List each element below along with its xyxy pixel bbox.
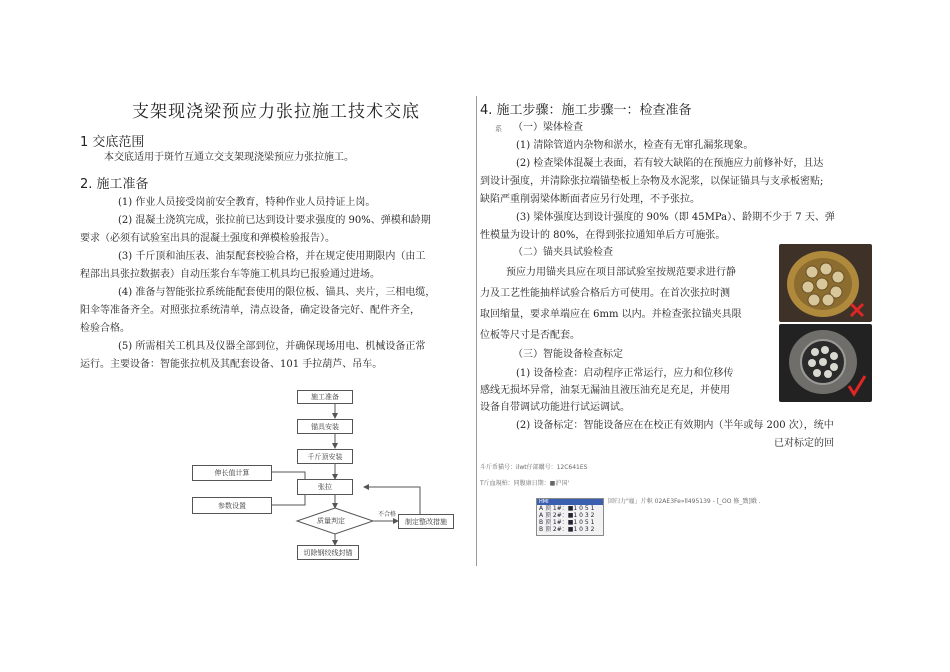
flow-step-anchor-install: 锚具安装 [297,419,353,434]
flow-step-cut-strand: 切除钢绞线封锚 [297,545,359,560]
hmi-title: HMI [537,499,603,505]
hmi-row: A 顶 1#：■1 0 5 1 [539,505,595,512]
beam-item-1: (1) 清除管道内杂物和淤水，检查有无窜孔漏浆现象。 [516,140,754,151]
section-1-heading: 1 交底范围 [80,135,145,150]
flow-step-jack-install: 千斤顶安装 [297,449,353,464]
device-item-1-line2: 感线无损坏异常，油泵无漏油且液压油充足充足，并使用 [480,385,730,396]
form-line-2: T斤血規柏：同腹康日期：■沪国' [480,480,569,487]
section-1-text: 本交底适用于斑竹互通立交支架现浇梁预应力张拉施工。 [104,152,354,163]
sub-heading-beam: （一）梁体检查 [513,122,583,133]
beam-item-2-line1: (2) 检查梁体混凝土表面，若有较大缺陷的在预施应力前修补好，且达 [516,158,824,169]
prep-item-3-line1: (3) 千斤顶和油压表、油泵配套校验合格，并在规定使用期限内（由工 [118,251,426,262]
beam-item-3-line1: (3) 梁体强度达到设计强度的 90%（即 45MPa）、龄期不少于 7 天、弹 [516,212,835,223]
flow-side-elongation-calc: 伸长值计算 [192,465,272,481]
sub-heading-device: （三）智能设备检查标定 [513,349,623,360]
device-item-1-line1: (1) 设备检查：启动程序正常运行，应力和位移传 [516,368,734,379]
flow-side-parameter-setup: 参数设置 [192,497,272,514]
flow-step-tension: 张拉 [297,479,353,495]
hmi-panel [536,498,604,536]
prep-item-4-line1: (4) 准备与智能张拉系统能配套使用的限位板、锚具、夹片，三相电缆， [118,287,436,298]
anchor-text-1: 预应力用锚夹具应在项目部试验室按规范要求进行静 [506,267,736,278]
device-item-1-line3: 设备自带调试功能进行试运调试。 [480,402,630,413]
step-heading: 4. 施工步骤：施工步骤一：检查准备 [480,103,692,118]
prep-item-5-line1: (5) 所需相关工机具及仪器全部到位，并确保现场用电、机械设备正常 [118,341,426,352]
prep-item-4-line3: 检验合格。 [80,323,130,334]
column-divider [476,96,477,566]
beam-item-2-line2: 到设计强度，并清除张拉端锚垫板上杂物及水泥浆，以保证锚具与支承板密贴; [480,176,824,187]
anchor-text-4: 位板等尺寸是否配套。 [480,330,580,341]
section-2-heading: 2. 施工准备 [80,177,149,192]
stamp-label: 系 [495,125,502,133]
anchor-photo-correct [779,324,872,402]
prep-item-2-line2: 要求（必须有试验室出具的混凝土强度和弹模检验报告）。 [80,233,335,244]
beam-item-3-line2: 性模量为设计的 80%，在得到张拉通知单后方可施张。 [480,230,726,241]
anchor-text-3: 取回缩量，要求单端应在 6mm 以内。并检查张拉锚夹具限 [480,309,742,320]
device-item-2-line1: (2) 设备标定：智能设备应在在校正有效期内（半年或每 200 次），统中 [516,420,834,431]
beam-item-2-line3: 缺陷严重削弱梁体断面者应另行处理，不予张拉。 [480,194,700,205]
flow-label-fail: 不合格 [378,511,397,518]
hmi-row: A 顶 2#：■1 0 3 2 [539,512,595,519]
prep-item-5-line2: 运行。主要设备：智能张拉机及其配套设备、101 手拉葫芦、吊车。 [80,359,383,370]
anchor-photo-wrong [779,244,872,322]
hmi-row: B 顶 2#：■1 0 3 2 [539,526,595,533]
prep-item-1: (1) 作业人员接受岗前安全教育，特种作业人员持证上岗。 [118,197,376,208]
prep-item-3-line2: 程部出具张拉数据表）自动压浆台车等施工机具均已报验通过进场。 [80,269,380,280]
sub-heading-anchor: （二）锚夹具试验检查 [513,247,613,258]
flow-step-rectify: 制定整改措施 [398,514,454,529]
prep-item-4-line2: 阳伞等准备齐全。对照张拉系统清单，清点设备，确定设备完好、配件齐全， [80,305,420,316]
device-item-2-line2: 已对标定的回 [774,438,834,449]
flow-step-quality-judgement: 质量判定 [317,517,345,525]
hmi-row: B 顶 1#：■1 0 5 1 [539,519,595,526]
prep-item-2-line1: (2) 混凝土浇筑完成，张拉前已达到设计要求强度的 90%、弹模和龄期 [118,215,431,226]
flow-step-prepare: 施工准备 [297,390,353,404]
doc-title: 支架现浇梁预应力张拉施工技术交底 [132,102,420,122]
form-line-3: 回归力"雇」片帜 02AE3Fe»ll495139 - [_OO 修_戮]娥 . [608,498,761,505]
anchor-text-2: 力及工艺性能抽样试验合格后方可使用。在首次张拉时测 [480,288,730,299]
form-line-1: 斗斤币猫号：ilwt仔部購号：12C641ES [480,464,588,471]
